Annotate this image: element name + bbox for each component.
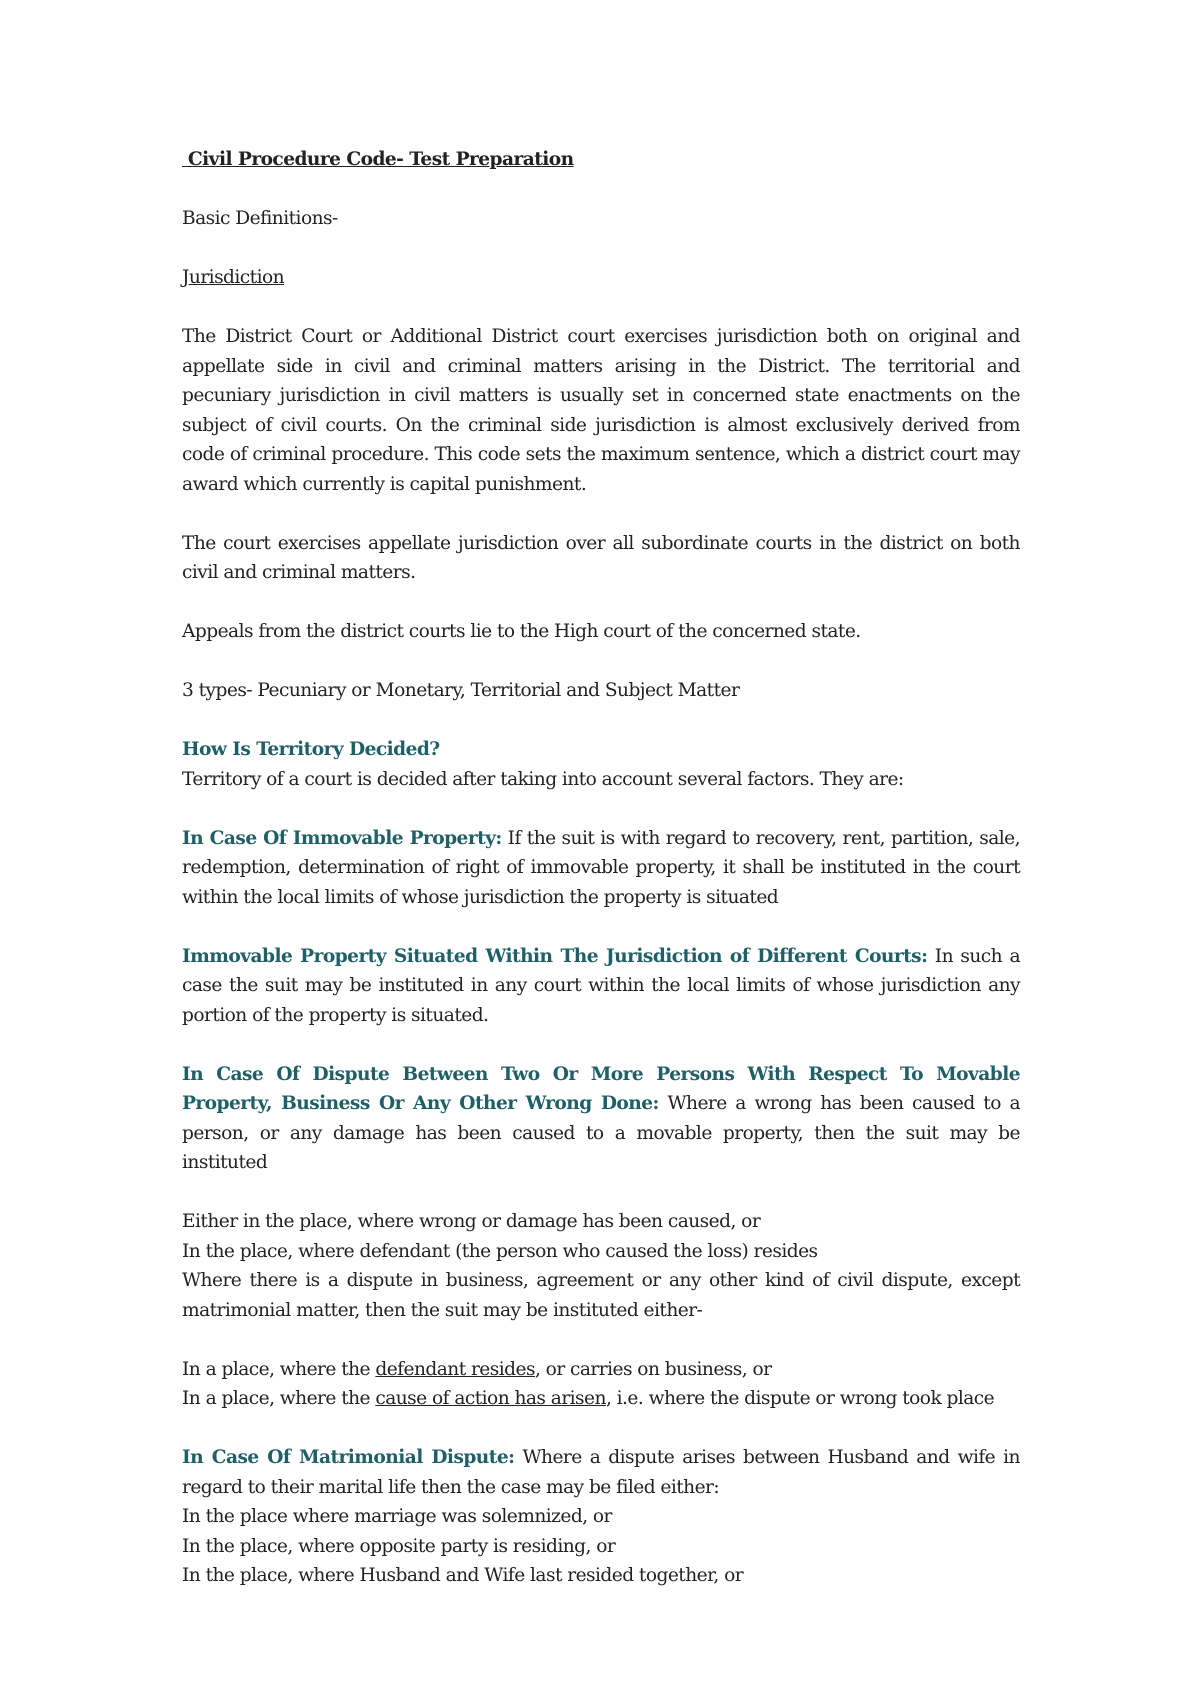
defendant-resides-link[interactable]: defendant resides — [375, 1358, 535, 1380]
either-line-2: In the place, where defendant (the person who caused the loss) resides — [182, 1240, 818, 1262]
matrimonial-line-2: In the place, where opposite party is residing, or — [182, 1535, 616, 1557]
movable-paragraph: In Case Of Dispute Between Two Or More Persons With Respect To Movable Property, Business Or Any Other Wrong Done: Where a wrong has been caused to a person, or any damage has been caused to a movable property, then the suit may be instituted — [182, 1063, 1021, 1173]
place-line-1: In a place, where the defendant resides, or carries on business, or — [182, 1358, 772, 1380]
appellate-paragraph: The court exercises appellate jurisdiction over all subordinate courts in the district on both civil and criminal matters. — [182, 532, 1020, 583]
matrimonial-heading: In Case Of Matrimonial Dispute: — [182, 1447, 515, 1468]
territory-intro: Territory of a court is decided after taking into account several factors. They are: — [182, 768, 904, 790]
types-paragraph: 3 types- Pecuniary or Monetary, Territorial and Subject Matter — [182, 680, 740, 701]
dispute-paragraph: Where there is a dispute in business, agreement or any other kind of civil dispute, except matrimonial matter, then the suit may be instituted either- — [182, 1270, 1020, 1321]
immovable-paragraph: In Case Of Immovable Property: If the suit is with regard to recovery, rent, partition, sale, redemption, determination of right of immovable property, it shall be instituted in the court within the local limits of whose jurisdiction the property is situated — [182, 827, 1020, 908]
matrimonial-line-1: In the place where marriage was solemnized, or — [182, 1506, 612, 1527]
appeals-paragraph: Appeals from the district courts lie to the High court of the concerned state. — [182, 621, 861, 642]
either-line-1: Either in the place, where wrong or damage has been caused, or — [182, 1211, 761, 1232]
document-title: Civil Procedure Code- Test Preparation — [182, 149, 574, 170]
movable-heading: In Case Of Dispute Between Two Or More Persons With Respect To Movable Property, Business Or Any Other Wrong Done: — [182, 1063, 1020, 1114]
immovable-heading: In Case Of Immovable Property: — [182, 827, 502, 849]
matrimonial-paragraph: In Case Of Matrimonial Dispute: Where a dispute arises between Husband and wife in regard to their marital life then the case may be filed either: — [182, 1447, 1020, 1498]
matrimonial-line-3: In the place, where Husband and Wife last resided together, or — [182, 1565, 744, 1586]
jurisdiction-heading: Jurisdiction — [182, 267, 285, 288]
cause-of-action-link[interactable]: cause of action has arisen — [375, 1388, 606, 1409]
jurisdiction-paragraph: The District Court or Additional District court exercises jurisdiction both on original and appellate side in civil and criminal matters arising in the District. The territorial and pecuniary jurisdiction in civil matters is usually set in concerned state enactments on the subject of civil courts. On the criminal side jurisdiction is almost exclusively derived from code of criminal procedure. This code sets the maximum sentence, which a district court may award which currently is capital punishment. — [182, 326, 1020, 495]
territory-section — [182, 735, 1020, 794]
different-courts-paragraph: Immovable Property Situated Within The Jurisdiction of Different Courts: In such a case the suit may be instituted in any court within the local limits of whose jurisdiction any portion of the property is situated. — [182, 945, 1020, 1026]
place-line-2: In a place, where the cause of action has arisen, i.e. where the dispute or wrong took place — [182, 1388, 995, 1409]
different-courts-heading: Immovable Property Situated Within The Jurisdiction of Different Courts: — [182, 945, 928, 967]
basic-definitions-label: Basic Definitions- — [182, 208, 338, 229]
territory-heading: How Is Territory Decided? — [182, 739, 440, 760]
document-body — [182, 145, 1020, 1591]
